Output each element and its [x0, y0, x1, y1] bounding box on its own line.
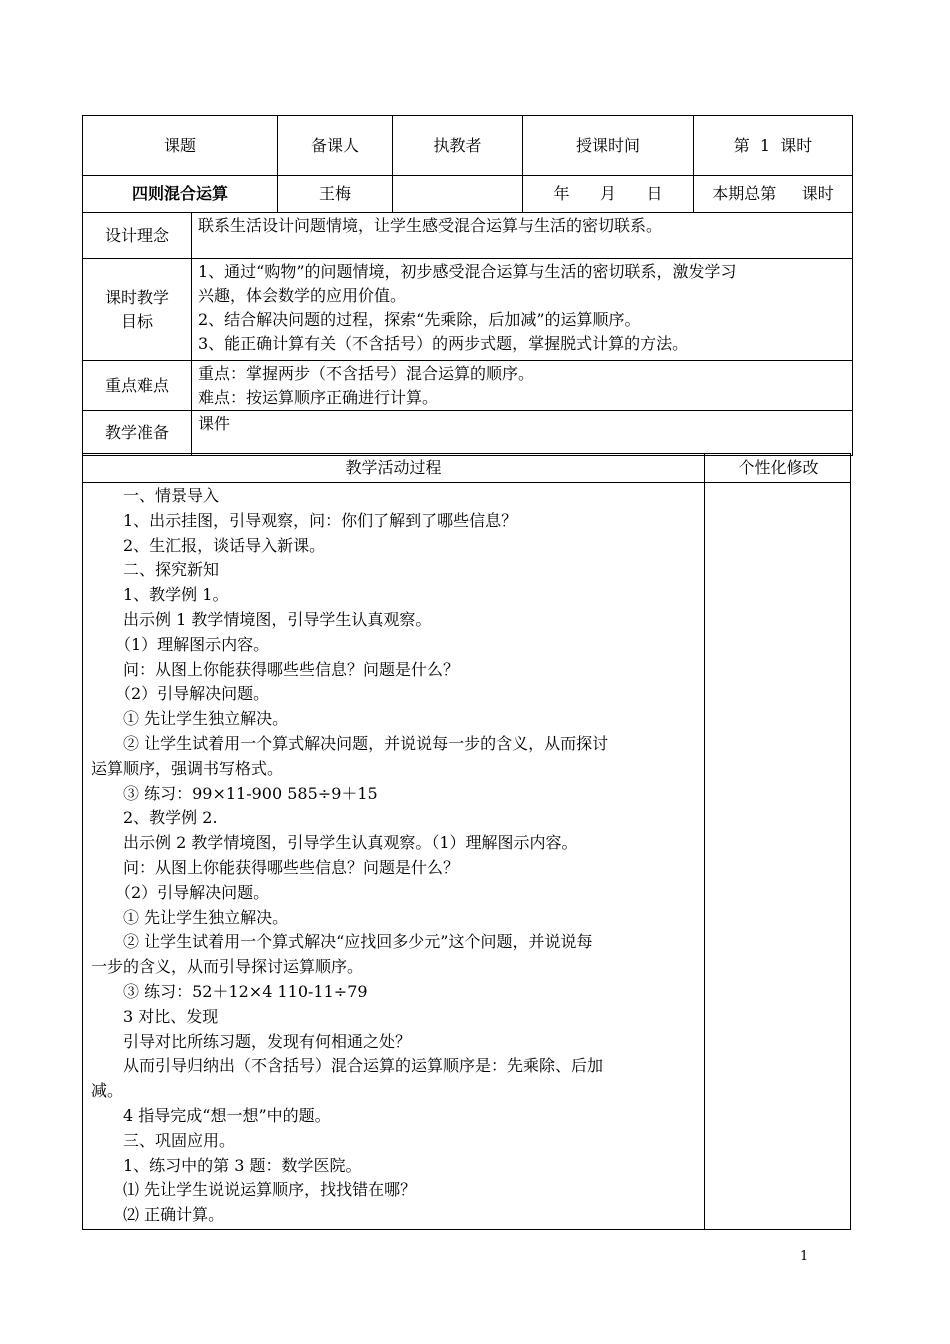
lesson-header-table — [82, 115, 853, 456]
process-line: 引导对比所练习题，发现有何相通之处？ — [123, 1031, 412, 1051]
process-line: 运算顺序，强调书写格式。 — [91, 758, 284, 778]
process-line: 问：从图上你能获得哪些些信息？问题是什么？ — [123, 659, 460, 679]
col-period: 第 1 课时 — [694, 116, 853, 176]
process-line: （1）理解图示内容。 — [115, 634, 270, 654]
term-total-value: 本期总第 课时 — [694, 176, 853, 213]
key-line: 重点：掌握两步（不含括号）混合运算的顺序。 — [198, 364, 535, 383]
goal-text — [192, 259, 853, 361]
process-header — [83, 453, 850, 483]
col-time: 授课时间 — [523, 116, 694, 176]
process-content — [91, 484, 697, 1228]
process-line: 从而引导归纳出（不含括号）混合运算的运算顺序是：先乘除、后加 — [123, 1056, 604, 1076]
goal-label-line-2: 目标 — [120, 311, 153, 331]
key-label: 重点难点 — [83, 361, 192, 411]
process-line: ⑵ 正确计算。 — [123, 1205, 225, 1225]
key-line: 难点：按运算顺序正确进行计算。 — [198, 388, 439, 407]
page-number: 1 — [800, 1249, 809, 1264]
process-line: 1、出示挂图，引导观察，问：你们了解到了哪些信息？ — [123, 510, 518, 530]
process-line: ① 先让学生独立解决。 — [123, 709, 289, 729]
goal-label-line-1: 课时教学 — [104, 287, 169, 307]
prep-text: 课件 — [192, 411, 853, 456]
process-line: ② 让学生试着用一个算式解决“应找回多少元”这个问题，并说说每 — [123, 932, 593, 952]
process-line: 1、教学例 1。 — [123, 585, 229, 605]
col-topic: 课题 — [83, 116, 278, 176]
goal-line: 兴趣，体会数学的应用价值。 — [198, 286, 407, 305]
process-line: 2、教学例 2. — [123, 808, 218, 828]
preparer-value: 王梅 — [278, 176, 393, 213]
process-line: 减。 — [91, 1081, 124, 1101]
prep-label: 教学准备 — [83, 411, 192, 456]
process-line: （2）引导解决问题。 — [115, 684, 270, 704]
goal-line: 1、通过“购物”的问题情境，初步感受混合运算与生活的密切联系，激发学习 — [198, 262, 737, 281]
process-line: 3 对比、发现 — [123, 1006, 219, 1026]
process-line: 出示例 1 教学情境图，引导学生认真观察。 — [123, 609, 432, 629]
process-line: 二、探究新知 — [123, 560, 220, 580]
process-line: 2、生汇报，谈话导入新课。 — [123, 535, 326, 555]
teacher-value — [393, 176, 523, 213]
process-line: 一、情景导入 — [123, 486, 220, 505]
goal-label — [83, 259, 192, 361]
process-line: 1、练习中的第 3 题：数学医院。 — [123, 1155, 362, 1175]
process-line: （2）引导解决问题。 — [115, 882, 270, 902]
teaching-process-section — [82, 453, 851, 1230]
date-value: 年 月 日 — [523, 176, 694, 213]
process-line: 一步的含义，从而引导探讨运算顺序。 — [91, 957, 364, 977]
process-line: ③ 练习：52＋12×4 110-11÷79 — [123, 981, 368, 1001]
column-divider — [704, 483, 705, 1230]
design-label: 设计理念 — [83, 213, 192, 259]
process-line: 问：从图上你能获得哪些些信息？问题是什么？ — [123, 857, 460, 877]
topic-value: 四则混合运算 — [83, 176, 278, 213]
goal-line: 3、能正确计算有关（不含括号）的两步式题，掌握脱式计算的方法。 — [198, 334, 689, 353]
process-line: 4 指导完成“想一想”中的题。 — [123, 1105, 331, 1125]
personalized-edit-title: 个性化修改 — [704, 454, 852, 482]
process-line: 出示例 2 教学情境图，引导学生认真观察。（1）理解图示内容。 — [123, 833, 578, 853]
process-line: ① 先让学生独立解决。 — [123, 907, 289, 927]
key-text — [192, 361, 853, 411]
process-line: ③ 练习：99×11-900 585÷9＋15 — [123, 783, 378, 803]
process-line: ② 让学生试着用一个算式解决问题，并说说每一步的含义，从而探讨 — [123, 733, 609, 753]
process-line: ⑴ 先让学生说说运算顺序，找找错在哪？ — [123, 1180, 417, 1200]
process-line: 三、巩固应用。 — [123, 1130, 236, 1150]
process-title: 教学活动过程 — [345, 458, 442, 477]
col-teacher: 执教者 — [393, 116, 523, 176]
col-preparer: 备课人 — [278, 116, 393, 176]
goal-line: 2、结合解决问题的过程，探索“先乘除，后加减”的运算顺序。 — [198, 310, 641, 329]
design-text: 联系生活设计问题情境，让学生感受混合运算与生活的密切联系。 — [192, 213, 853, 259]
